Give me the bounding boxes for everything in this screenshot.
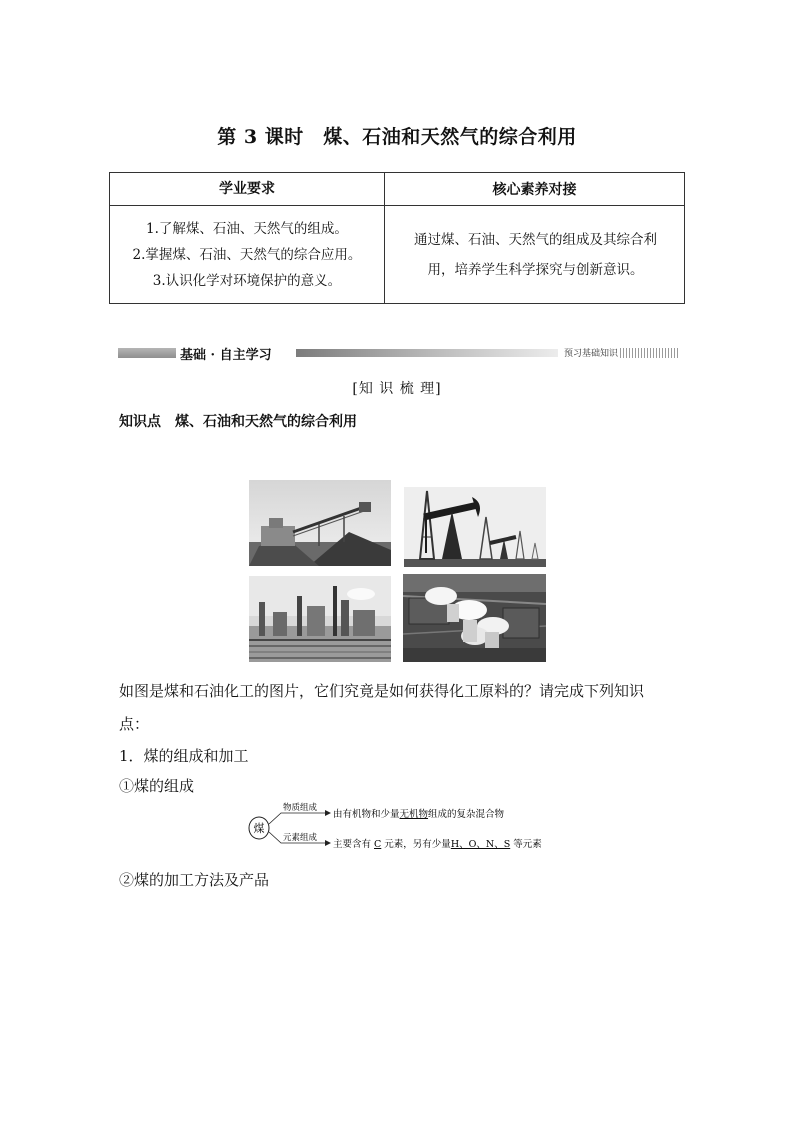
- banner-title: 基础 · 自主学习: [180, 348, 272, 363]
- section-heading-coal: 1．煤的组成和加工: [119, 747, 249, 765]
- branch1-arrow-icon: [325, 810, 331, 816]
- branch1-label: 物质组成: [283, 803, 318, 813]
- knowledge-subheading: [知 识 梳 理]: [352, 381, 442, 397]
- branch2-text-underlined-c: C: [374, 839, 382, 850]
- coal-node-label: 煤: [253, 822, 265, 835]
- branch2-text-underlined-elements: H、O、N、S: [450, 839, 511, 850]
- banner-right-label: 预习基础知识: [564, 349, 619, 359]
- branch1-text-pre: 由有机物和少量: [333, 809, 400, 820]
- knowledge-point-heading: 知识点 煤、石油和天然气的综合利用: [119, 414, 357, 430]
- table-header-requirements: 学业要求: [110, 173, 385, 206]
- intro-paragraph-line1: 如图是煤和石油化工的图片，它们究竟是如何获得化工原料的？请完成下列知识: [119, 682, 645, 700]
- power-plant-photo: [403, 574, 546, 662]
- branch2-text-a: 主要含有: [333, 839, 372, 850]
- table-header-competency: 核心素养对接: [385, 173, 685, 206]
- branch1-text-underlined: 无机物: [399, 809, 429, 820]
- banner-bar-gradient: [296, 349, 558, 357]
- branch2-label: 元素组成: [283, 833, 318, 843]
- competency-cell: [385, 206, 685, 304]
- coal-composition-diagram: [245, 802, 545, 854]
- branch2-text-c: 等元素: [513, 839, 542, 850]
- requirement-item: 2.掌握煤、石油、天然气的综合应用。: [132, 246, 362, 263]
- banner-bar-left: [118, 348, 176, 358]
- branch1-line: [269, 813, 325, 824]
- requirement-item: 3.认识化学对环境保护的意义。: [152, 272, 342, 289]
- requirements-table: [109, 172, 685, 304]
- requirements-cell: [110, 206, 385, 304]
- subsection-coal-composition: ①煤的组成: [119, 777, 195, 795]
- page-title: 第 3 课时 煤、石油和天然气的综合利用: [217, 126, 577, 148]
- requirement-item: 1.了解煤、石油、天然气的组成。: [146, 220, 348, 237]
- coal-plant-photo: [249, 480, 391, 566]
- oil-pumpjack-photo: [404, 487, 546, 567]
- refinery-photo: [249, 576, 391, 662]
- banner-bar-stripes: [620, 348, 680, 358]
- subsection-coal-processing: ②煤的加工方法及产品: [119, 871, 270, 889]
- intro-paragraph-line2: 点：: [119, 715, 150, 733]
- competency-line: 通过煤、石油、天然气的组成及其综合利: [414, 231, 657, 248]
- branch1-text: [333, 808, 505, 820]
- branch2-arrow-icon: [325, 840, 331, 846]
- branch1-text-post: 组成的复杂混合物: [428, 809, 505, 820]
- section-banner: [118, 345, 680, 361]
- competency-line: 用，培养学生科学探究与创新意识。: [427, 261, 644, 278]
- branch2-text: [333, 838, 542, 850]
- branch2-text-b: 元素，另有少量: [384, 839, 451, 850]
